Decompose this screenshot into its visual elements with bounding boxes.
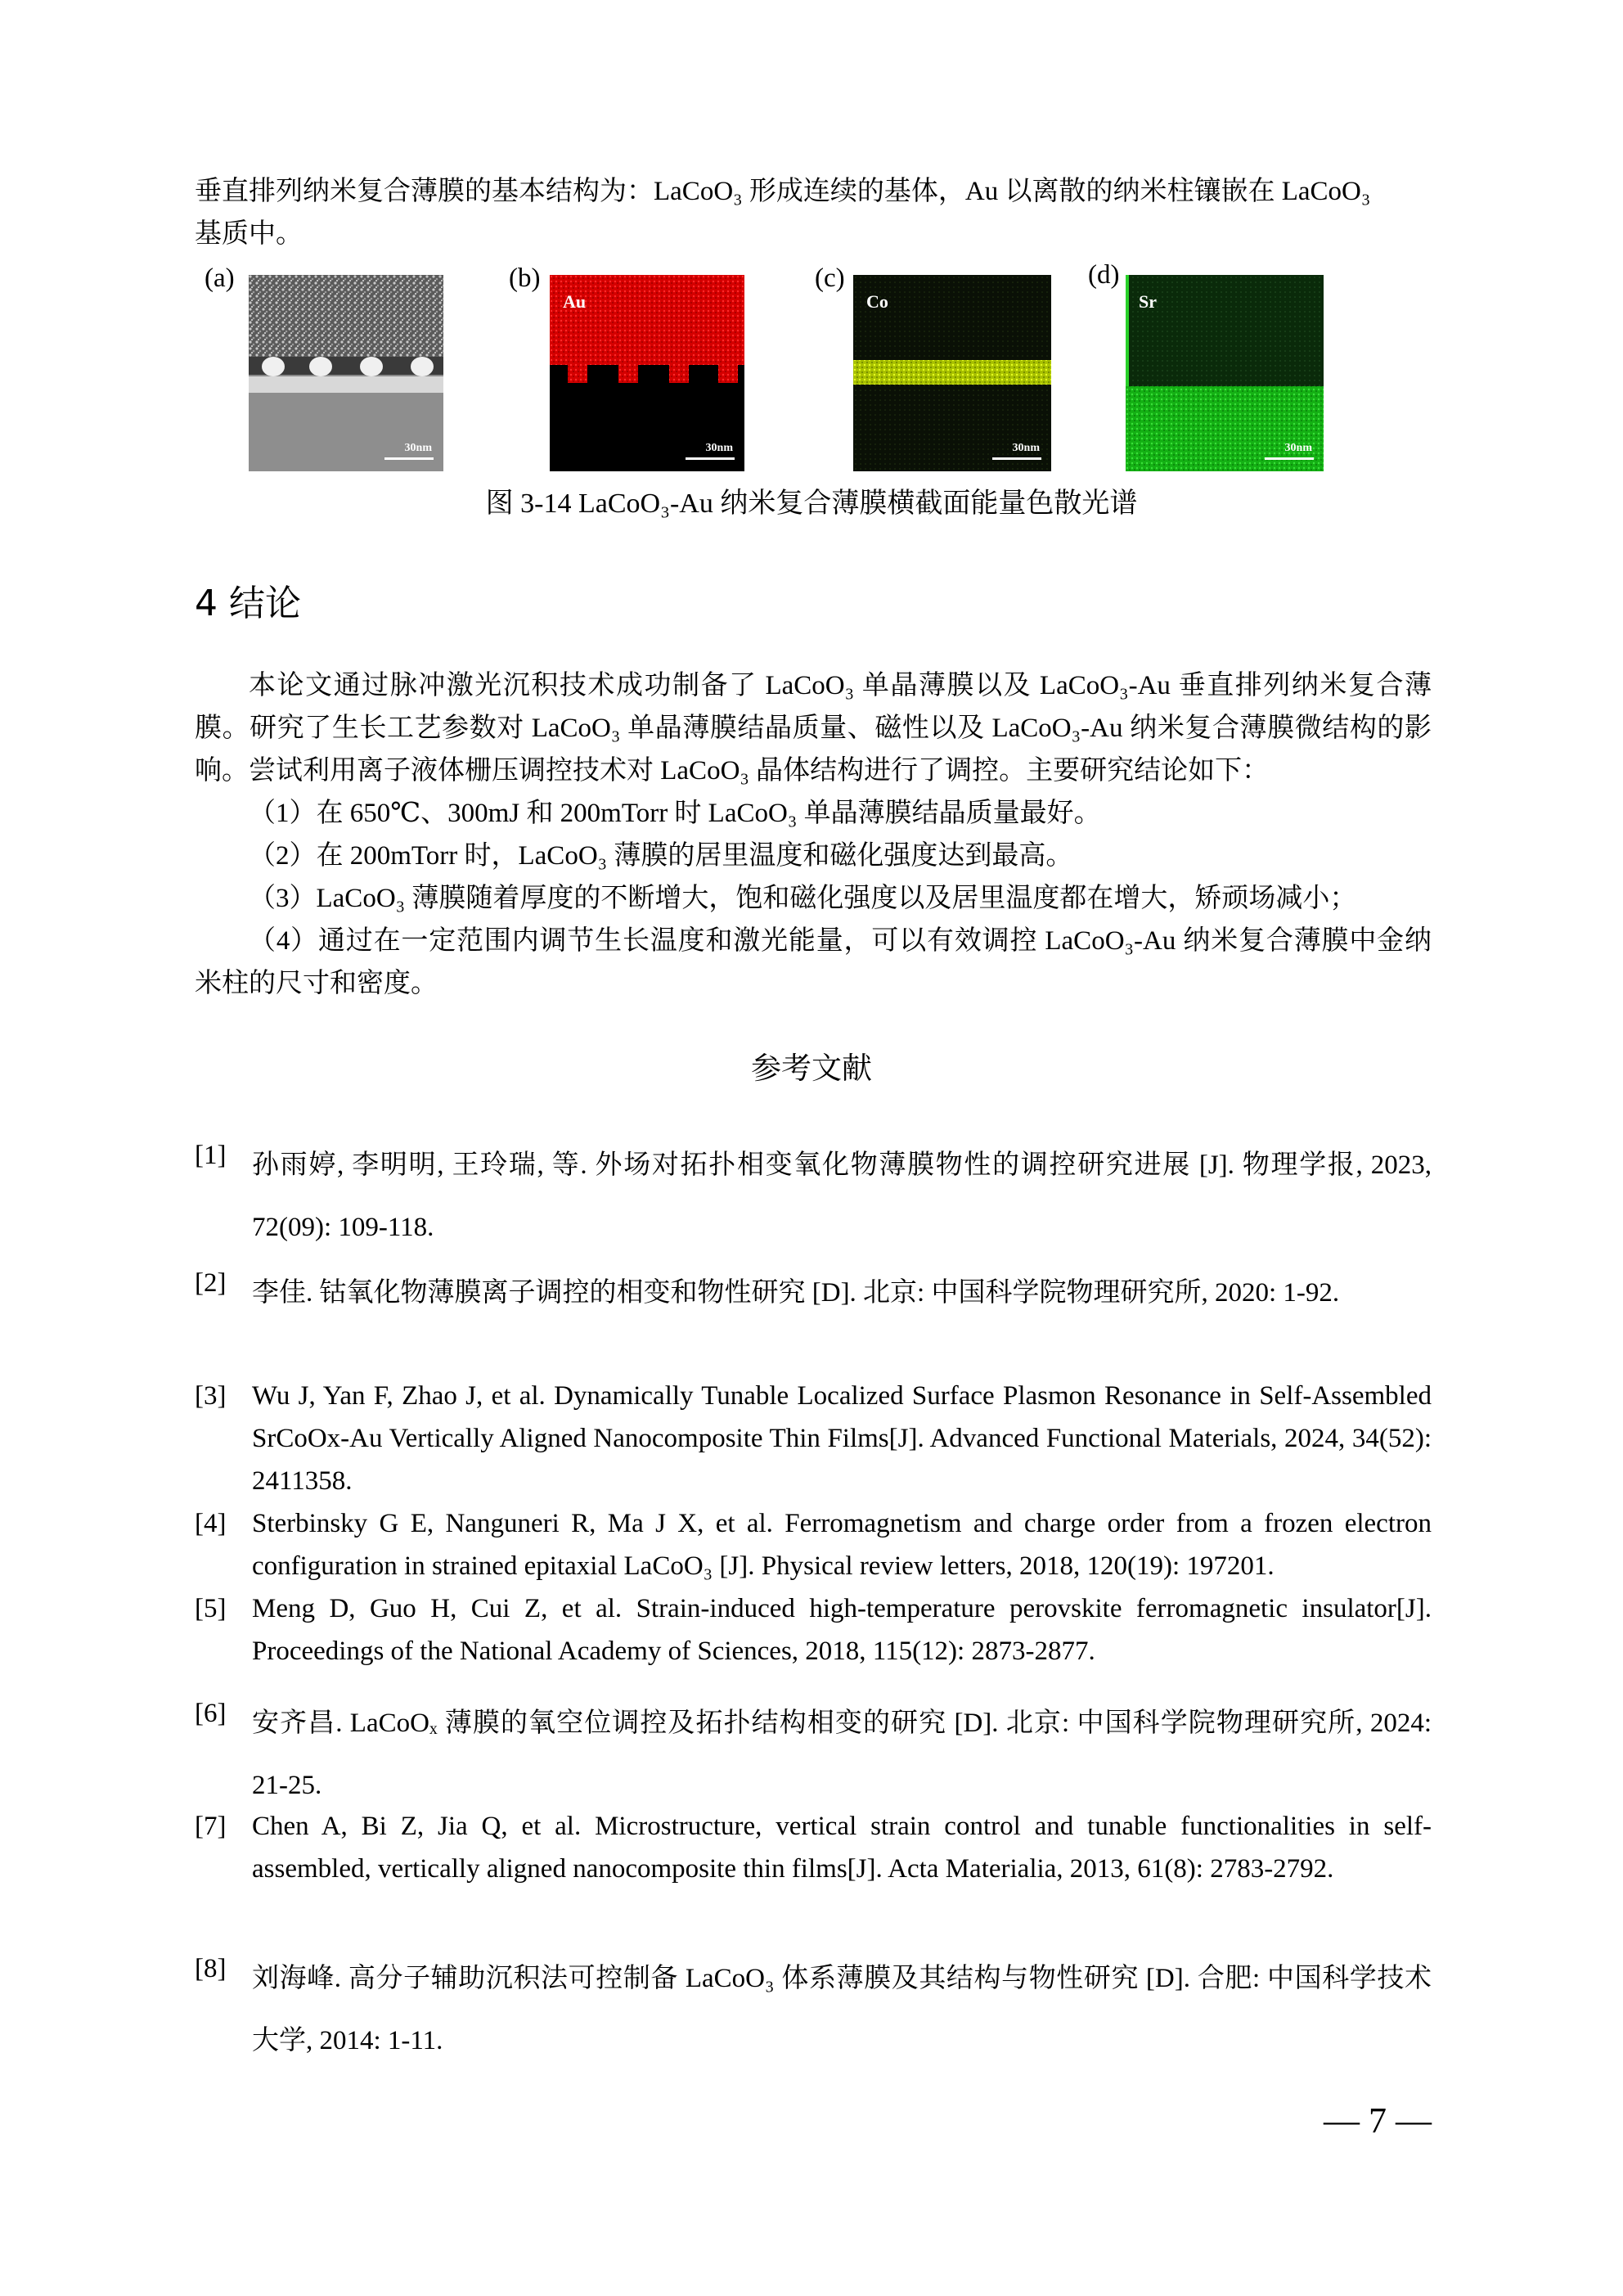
scale-bar-label: 30nm [404, 442, 432, 454]
panel-label-d: (d) [1088, 260, 1120, 290]
conclusion-item-2: （2）在 200mTorr 时，LaCoO₃ 薄膜的居里温度和磁化强度达到最高。 [249, 841, 1073, 871]
reference-text: 孙雨婷, 李明明, 王玲瑞, 等. 外场对拓扑相变氧化物薄膜物性的调控研究进展 [J]. 物理学报, 2023, 72(09): 109-118. [252, 1150, 1432, 1242]
reference-text: Chen A, Bi Z, Jia Q, et al. Microstructure, vertical strain control and tunable functionalities in self-assembled, vertically aligned nanocomposite thin films[J]. Acta Materialia, 2013, 61(8): 2783-2792. [252, 1812, 1432, 1884]
intro-line-1: 垂直排列纳米复合薄膜的基本结构为：LaCoO₃ 形成连续的基体，Au 以离散的纳米柱镶嵌在 LaCoO₃ [195, 177, 1371, 206]
reference-number: [6] [195, 1699, 227, 1728]
reference-number: [2] [195, 1268, 227, 1298]
scale-bar [384, 457, 434, 460]
reference-item [195, 1502, 1432, 1587]
reference-number: [4] [195, 1509, 227, 1538]
scale-bar-label: 30nm [1012, 442, 1040, 454]
reference-text: Wu J, Yan F, Zhao J, et al. Dynamically Tunable Localized Surface Plasmon Resonance in Self-Assembled SrCoOx-Au Vertically Aligned Nanocomposite Thin Films[J]. Advanced Functional Materials, 2024, 34(52): 2411358. [252, 1381, 1432, 1496]
scale-bar-label: 30nm [705, 442, 733, 454]
element-label-au: Au [563, 291, 587, 312]
reference-item [195, 1587, 1432, 1672]
conclusion-paragraph: 本论文通过脉冲激光沉积技术成功制备了 LaCoO₃ 单晶薄膜以及 LaCoO₃-Au 垂直排列纳米复合薄膜。研究了生长工艺参数对 LaCoO₃ 单晶薄膜结晶质量、磁性以及 LaCoO₃-Au 纳米复合薄膜微结构的影响。尝试利用离子液体栅压调控技术对 LaCoO₃ 晶体结构进行了调控。主要研究结论如下： [195, 671, 1432, 786]
eds-map-au-panel [550, 275, 744, 471]
reference-item [195, 1375, 1432, 1502]
conclusion-item-1: （1）在 650℃、300mJ 和 200mTorr 时 LaCoO₃ 单晶薄膜结晶质量最好。 [249, 799, 1101, 828]
reference-number: [7] [195, 1812, 227, 1841]
reference-item [195, 1947, 1432, 2072]
stem-image-panel [249, 275, 443, 471]
reference-number: [8] [195, 1954, 227, 1983]
scale-bar-label: 30nm [1284, 442, 1312, 454]
eds-map-sr-panel [1126, 275, 1324, 471]
panel-label-a: (a) [205, 263, 235, 293]
element-label-co: Co [866, 291, 888, 312]
panel-label-b: (b) [509, 263, 541, 293]
reference-text: 李佳. 钴氧化物薄膜离子调控的相变和物性研究 [D]. 北京: 中国科学院物理研究所, 2020: 1-92. [252, 1278, 1340, 1308]
scale-bar [992, 457, 1041, 460]
reference-text: Sterbinsky G E, Nanguneri R, Ma J X, et al. Ferromagnetism and charge order from a frozen electron configuration in strained epitaxial LaCoO₃ [J]. Physical review letters, 2018, 120(19): 197201. [252, 1509, 1432, 1581]
intro-paragraph [195, 170, 1432, 255]
scale-bar [686, 457, 735, 460]
reference-item [195, 1262, 1432, 1324]
intro-line-2: 基质中。 [195, 219, 303, 249]
references-title: 参考文献 [751, 1051, 872, 1086]
reference-item [195, 1692, 1432, 1817]
element-label-sr: Sr [1139, 291, 1157, 312]
reference-number: [3] [195, 1381, 227, 1411]
panel-label-c: (c) [815, 263, 845, 293]
reference-item [195, 1805, 1432, 1890]
reference-text: Meng D, Guo H, Cui Z, et al. Strain-induced high-temperature perovskite ferromagnetic insulator[J]. Proceedings of the National Academy of Sciences, 2018, 115(12): 2873-2877. [252, 1594, 1432, 1666]
eds-map-co-panel [853, 275, 1051, 471]
reference-text: 安齐昌. LaCoOₓ 薄膜的氧空位调控及拓扑结构相变的研究 [D]. 北京: 中国科学院物理研究所, 2024: 21-25. [252, 1708, 1432, 1800]
reference-item [195, 1134, 1432, 1258]
figure-caption: 图 3-14 LaCoO₃-Au 纳米复合薄膜横截面能量色散光谱 [485, 488, 1138, 519]
conclusion-body [195, 664, 1432, 1005]
conclusion-item-3: （3）LaCoO₃ 薄膜随着厚度的不断增大，饱和磁化强度以及居里温度都在增大，矫顽场减小； [249, 884, 1357, 913]
section-heading-conclusion: 4 结论 [195, 583, 301, 624]
reference-text: 刘海峰. 高分子辅助沉积法可控制备 LaCoO₃ 体系薄膜及其结构与物性研究 [D]. 合肥: 中国科学技术大学, 2014: 1-11. [252, 1964, 1432, 2055]
scale-bar [1265, 457, 1314, 460]
conclusion-item-4: （4）通过在一定范围内调节生长温度和激光能量，可以有效调控 LaCoO₃-Au 纳米复合薄膜中金纳米柱的尺寸和密度。 [195, 926, 1432, 998]
reference-number: [1] [195, 1141, 227, 1170]
reference-number: [5] [195, 1594, 227, 1623]
page-number: — 7 — [1324, 2100, 1432, 2141]
